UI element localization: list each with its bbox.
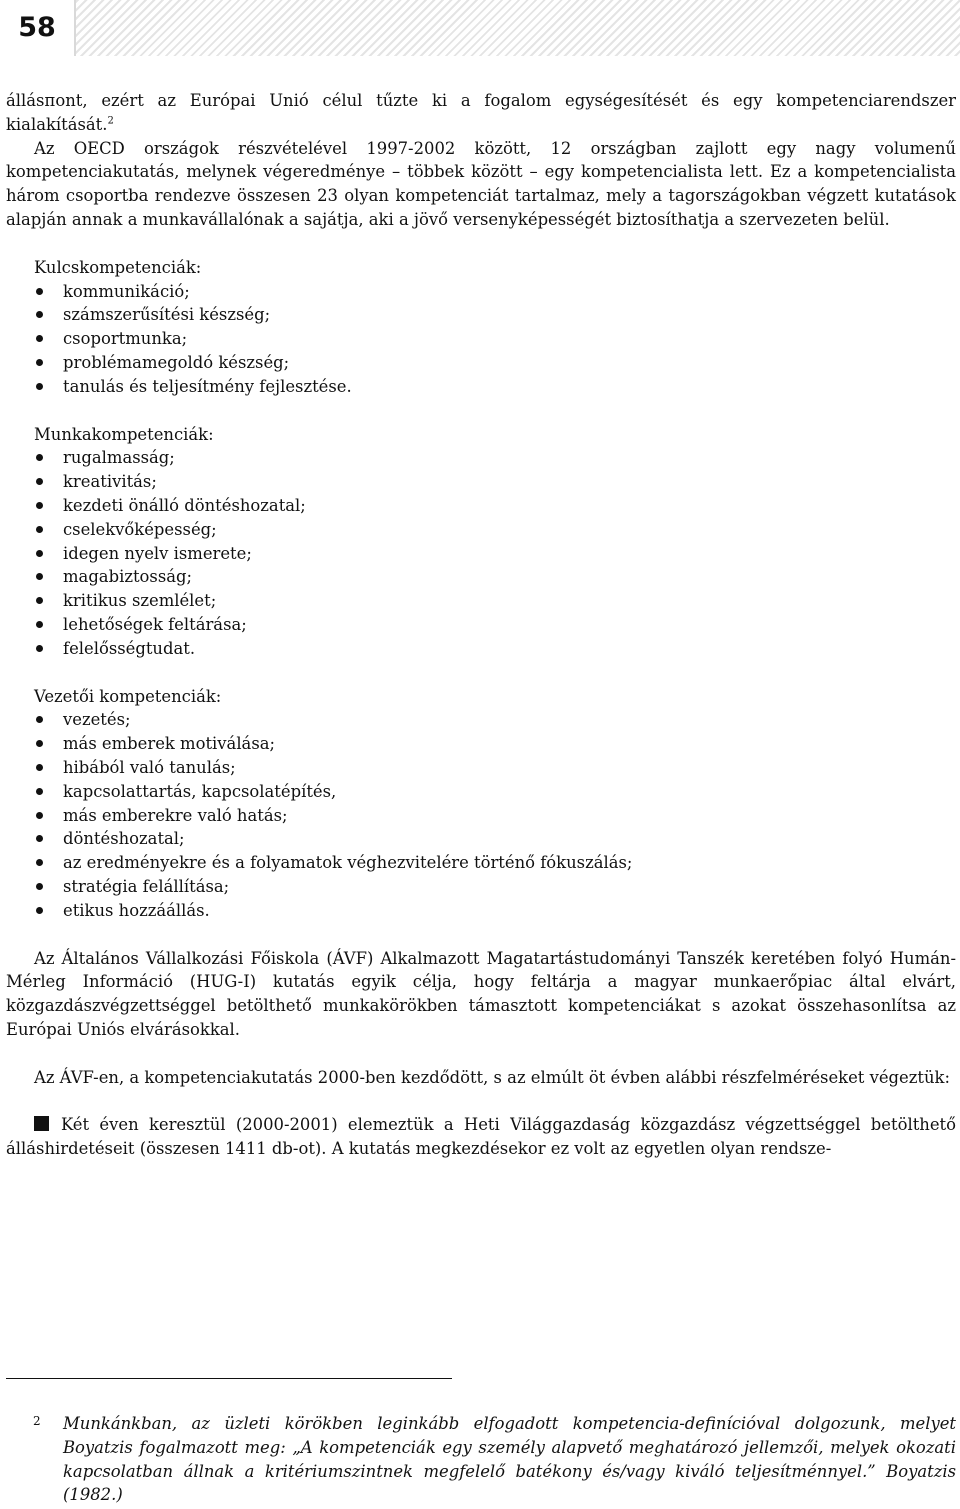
square-bullet-text: Két éven keresztül (2000-2001) elemeztük a Heti Világgazdaság közgazdász végzettséggel betölthető álláshirdetéseit (összesen 1411 db-ot). A kutatás megkezdésekor ez volt az egyetlen olyan rendsze- (6, 1115, 956, 1159)
list-item: kreativitás; (6, 470, 956, 494)
footnote-reference: 2 (107, 115, 114, 127)
list-item: csoportmunka; (6, 327, 956, 351)
oecd-paragraph: Az OECD országok részvételével 1997-2002 között, 12 országban zajlott egy nagy volumenű kompetenciakutatás, melynek végeredménye – többek között – egy kompetencialista lett. Ez a kompetencialista három csoportba rendezve összesen 23 olyan kompetenciát tartalmaz, mely a tagországokban végzett kutatások alapján annak a munkavállalónak a sajátja, aki a jövő versenyképességét biztosíthatja a szervezeten belül. (6, 138, 956, 229)
list-title: Munkakompetenciák: (34, 424, 214, 444)
intro-paragraph-text: állásпont, ezért az Európai Unió célul tűzte ki a fogalom egységesítését és egy kompetenciarendszer kialakítását. (6, 91, 956, 134)
list-item: kezdeti önálló döntéshozatal; (6, 494, 956, 518)
list-leadership-competencies (6, 685, 956, 923)
intro-paragraph (6, 89, 956, 137)
list-item: hibából való tanulás; (6, 756, 956, 780)
square-bullet-icon (34, 1116, 49, 1131)
research-paragraph: Az ÁVF-en, a kompetenciakutatás 2000-ben kezdődött, s az elmúlt öt évben alábbi részfelméréseket végeztük: (34, 1067, 950, 1087)
list-item: felelősségtudat. (6, 637, 956, 661)
list-item: kommunikáció; (6, 280, 956, 304)
list-item: tanulás és teljesítmény fejlesztése. (6, 375, 956, 399)
list-item: döntéshozatal; (6, 827, 956, 851)
list-key-competencies (6, 256, 956, 399)
page-number: 58 (0, 0, 76, 56)
list-item: idegen nyelv ismerete; (6, 542, 956, 566)
list-item: az eredményekre és a folyamatok véghezvitelére történő fókuszálás; (6, 851, 956, 875)
list-item: más emberek motiválása; (6, 732, 956, 756)
list-item: cselekvőképesség; (6, 518, 956, 542)
list-work-competencies (6, 423, 956, 661)
footnote-divider (6, 1378, 452, 1379)
list-item: rugalmasság; (6, 446, 956, 470)
footnote-number: 2 (33, 1414, 41, 1428)
list-title: Kulcskompetenciák: (34, 257, 202, 277)
list-item: stratégia felállítása; (6, 875, 956, 899)
list-item: kapcsolattartás, kapcsolatépítés, (6, 780, 956, 804)
list-item: etikus hozzáállás. (6, 899, 956, 923)
footnote (33, 1412, 956, 1507)
footnote-text: Munkánkban, az üzleti körökben leginkább elfogadott kompetencia-definícióval dolgozunk, melyet Boyatzis fogalmazott meg: „A kompetenciák egy személy alapvető meghatározó jellemzői, melyek okozati kapcsolatban állnak a kritériumszintnek megfelelő batékony és/vagy kiváló teljesítménnyel.” Boyatzis (1982.) (63, 1414, 956, 1505)
avf-paragraph: Az Általános Vállalkozási Főiskola (ÁVF) Alkalmazott Magatartástudományi Tanszék keretében folyó Humán-Mérleg Információ (HUG-I) kutatás egyik célja, hogy feltárja a magyar munkaerőpiac által elvárt, közgazdászvégzettséggel betölthető munkakörökben támasztott kompetenciákat s azokat összehasonlítsa az Európai Uniós elvárásokkal. (6, 948, 956, 1039)
list-item: számszerűsítési készség; (6, 303, 956, 327)
square-bullet-item (6, 1113, 956, 1161)
page-body (6, 89, 956, 1161)
page-header-band (0, 0, 960, 56)
list-item: vezetés; (6, 708, 956, 732)
list-item: kritikus szemlélet; (6, 589, 956, 613)
list-item: problémamegoldó készség; (6, 351, 956, 375)
list-title: Vezetői kompetenciák: (34, 686, 222, 706)
list-item: lehetőségek feltárása; (6, 613, 956, 637)
list-item: más emberekre való hatás; (6, 804, 956, 828)
list-item: magabiztosság; (6, 565, 956, 589)
